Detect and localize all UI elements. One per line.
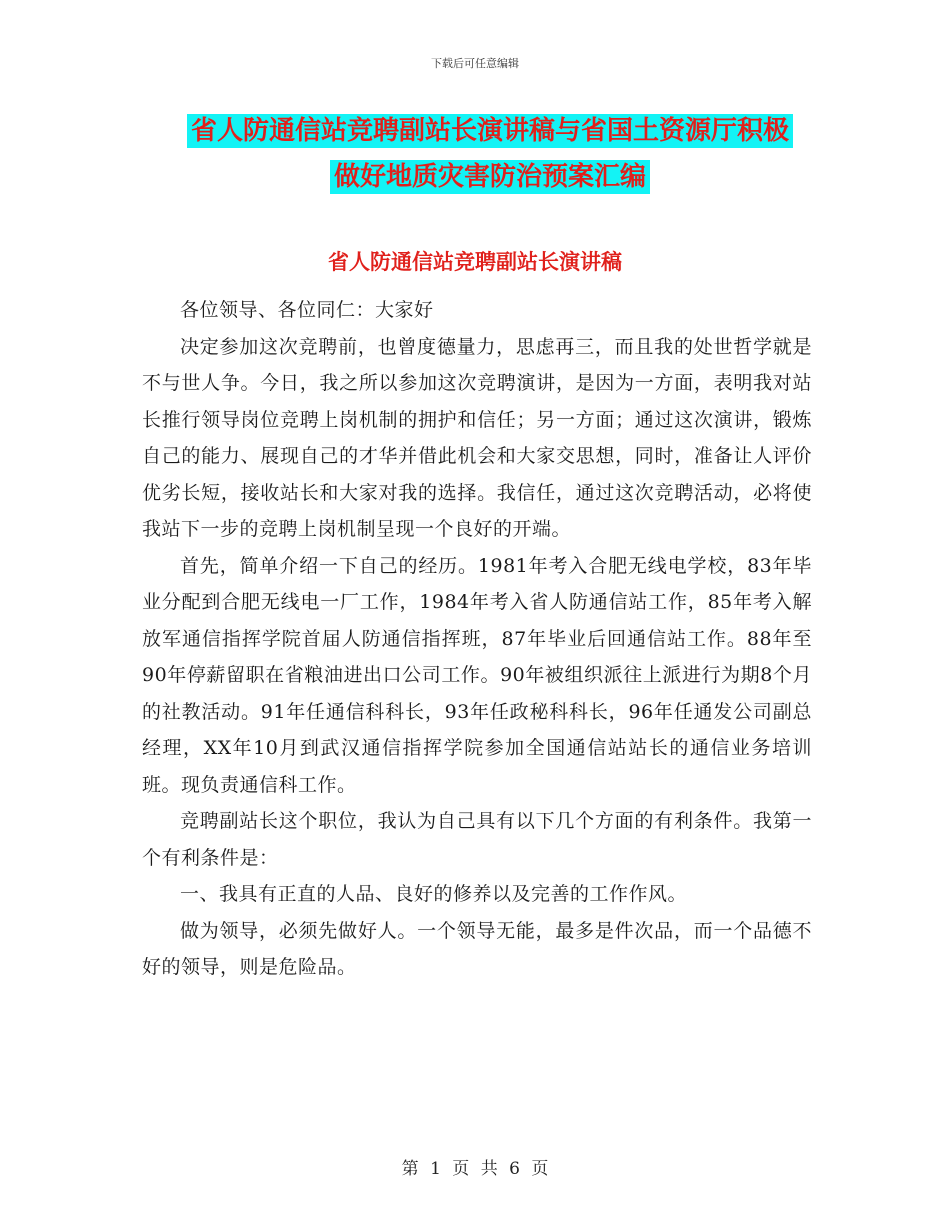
document-title-line-1: 省人防通信站竞聘副站长演讲稿与省国土资源厅积极	[187, 114, 793, 148]
document-title-line-2: 做好地质灾害防治预案汇编	[330, 160, 650, 194]
document-title	[150, 108, 830, 200]
paragraph: 首先，简单介绍一下自己的经历。1981年考入合肥无线电学校，83年毕业分配到合肥无线电一厂工作，1984年考入省人防通信站工作，85年考入解放军通信指挥学院首届人防通信指挥班，87年毕业后回通信站工作。88年至90年停薪留职在省粮油进出口公司工作。90年被组织派往上派进行为期8个月的社教活动。91年任通信科科长，93年任政秘科科长，96年任通发公司副总经理，XX年10月到武汉通信指挥学院参加全国通信站站长的通信业务培训班。现负责通信科工作。	[142, 554, 812, 796]
page-header-note: 下载后可任意编辑	[431, 57, 519, 70]
document-body	[142, 292, 812, 986]
section-title: 省人防通信站竞聘副站长演讲稿	[328, 249, 622, 274]
page-number: 第 1 页 共 6 页	[401, 1159, 549, 1179]
paragraph: 各位领导、各位同仁：大家好	[180, 299, 434, 321]
paragraph: 做为领导，必须先做好人。一个领导无能，最多是件次品，而一个品德不好的领导，则是危险品。	[142, 919, 812, 978]
paragraph: 竞聘副站长这个职位，我认为自己具有以下几个方面的有利条件。我第一个有利条件是：	[142, 810, 812, 869]
paragraph: 一、我具有正直的人品、良好的修养以及完善的工作作风。	[180, 883, 688, 905]
paragraph: 决定参加这次竞聘前，也曾度德量力，思虑再三，而且我的处世哲学就是不与世人争。今日，我之所以参加这次竞聘演讲，是因为一方面，表明我对站长推行领导岗位竞聘上岗机制的拥护和信任；另一方面；通过这次演讲，锻炼自己的能力、展现自己的才华并借此机会和大家交思想，同时，准备让人评价优劣长短，接收站长和大家对我的选择。我信任，通过这次竞聘活动，必将使我站下一步的竞聘上岗机制呈现一个良好的开端。	[142, 335, 812, 540]
